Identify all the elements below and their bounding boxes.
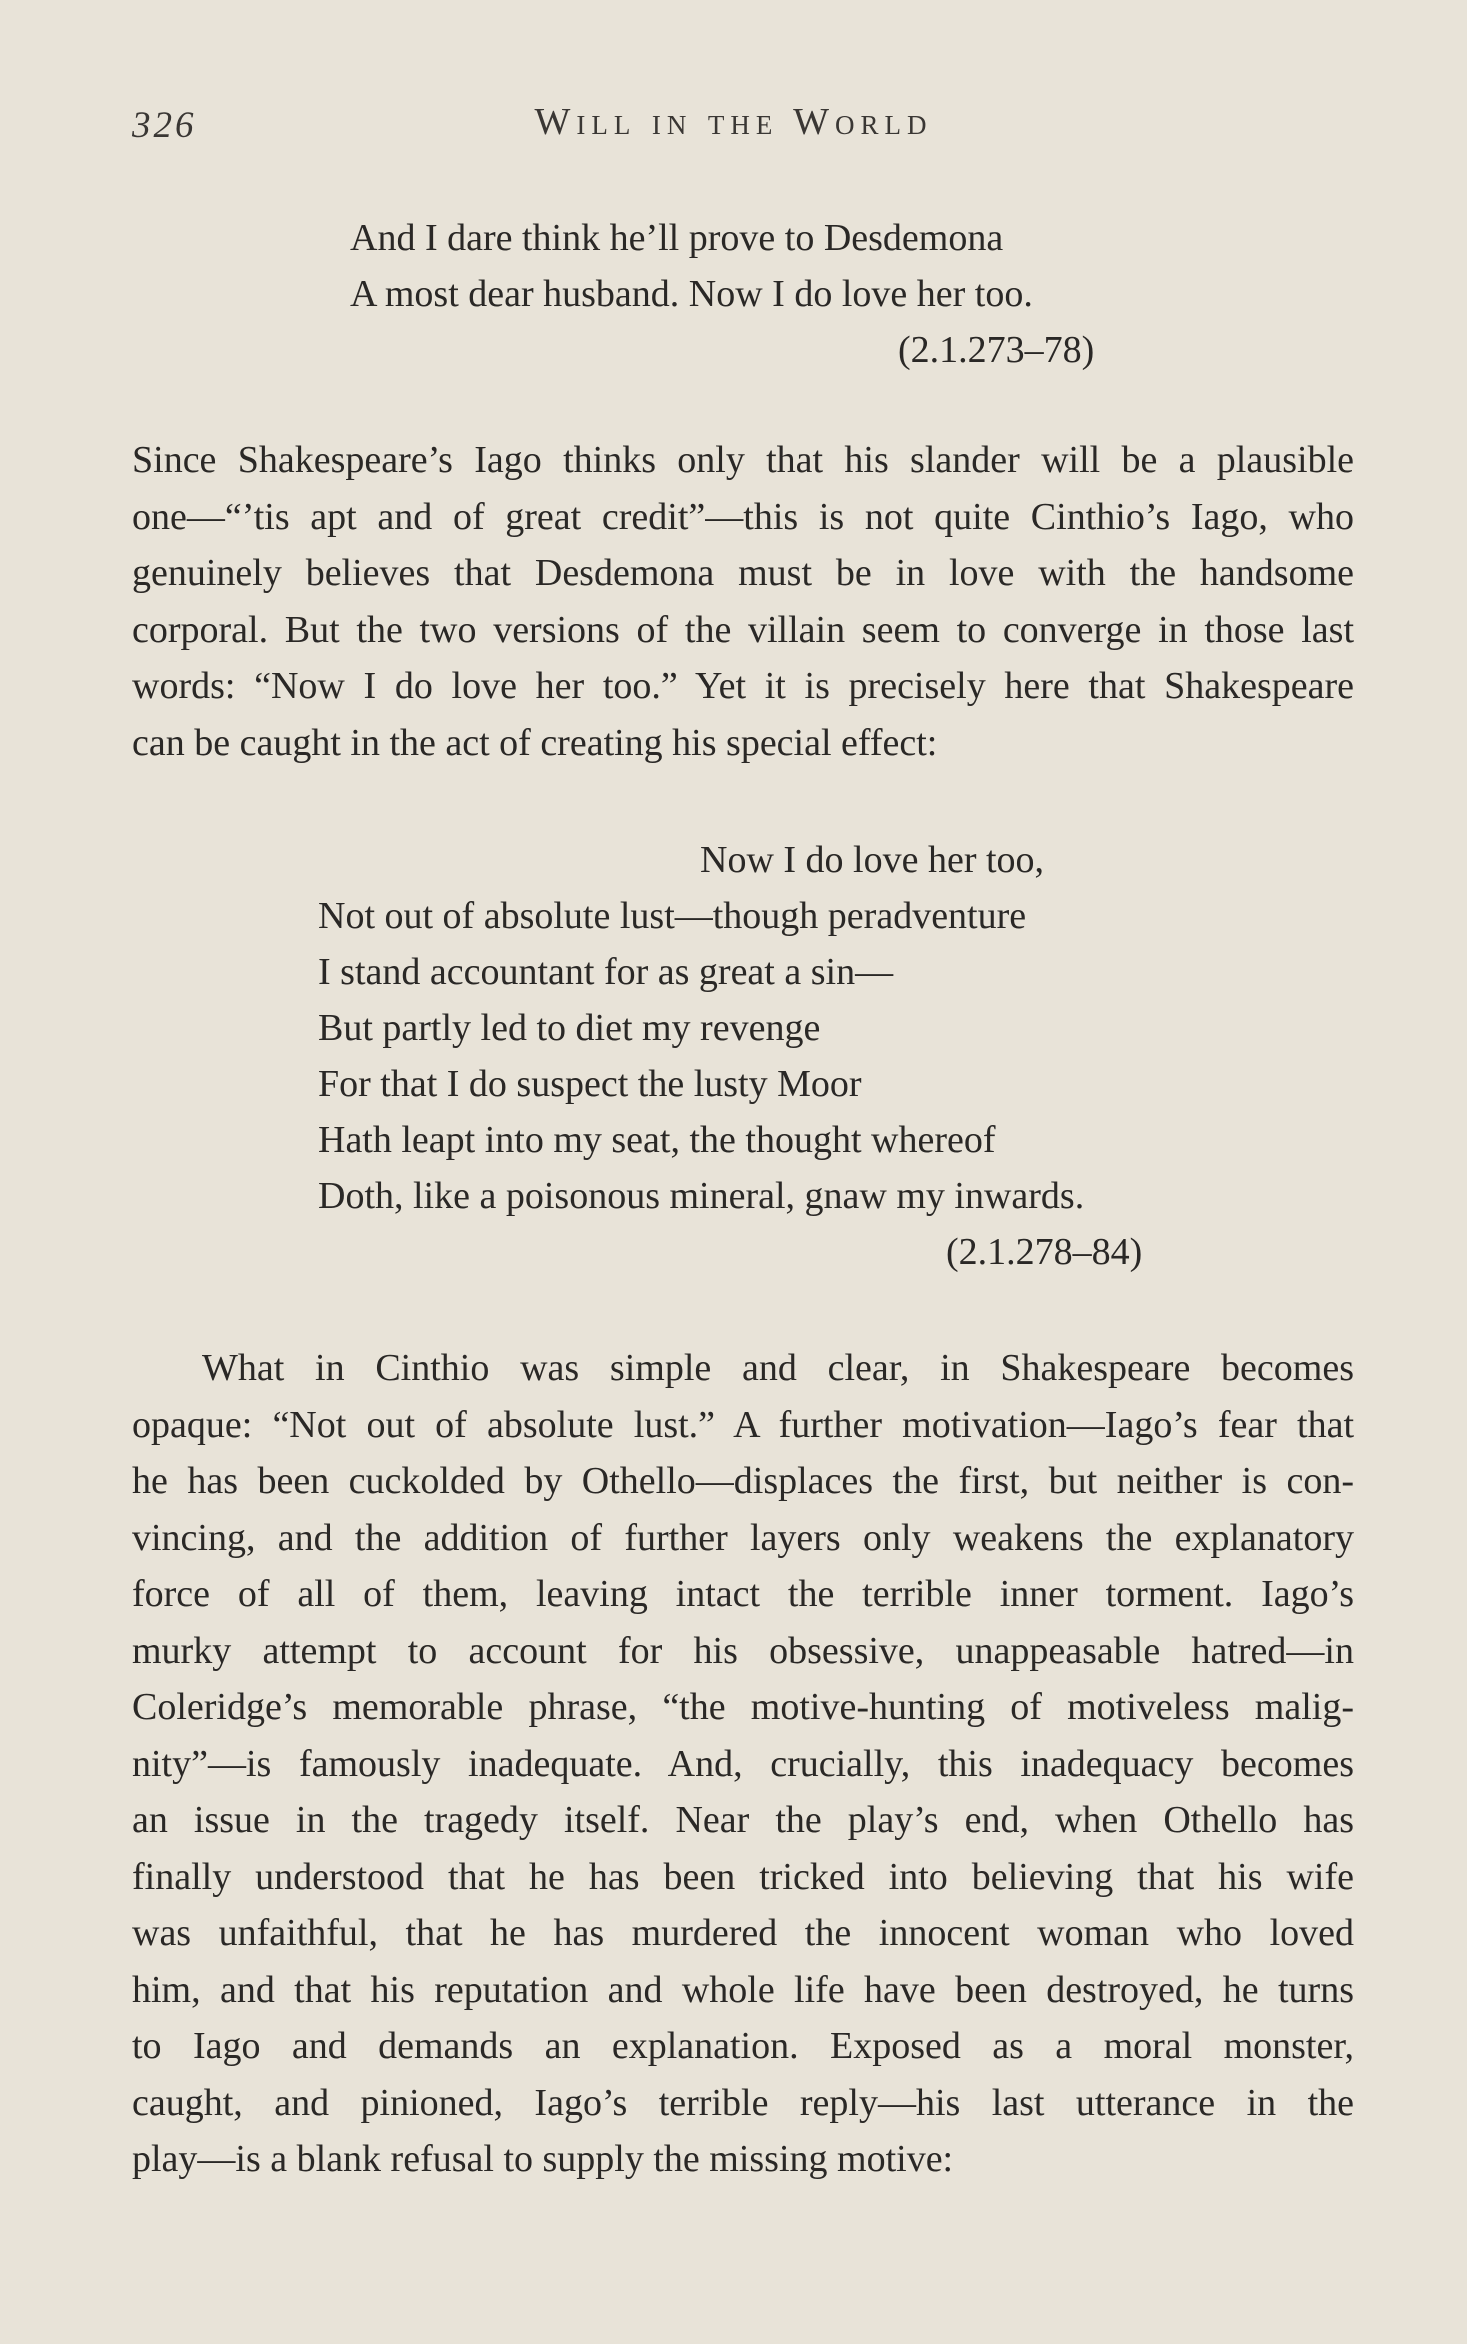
verse-line: But partly led to diet my revenge — [318, 1007, 821, 1049]
text-line: an issue in the tragedy itself. Near the play’s end, when Othello has — [132, 1799, 1354, 1841]
text-line: play—is a blank refusal to supply the missing motive: — [132, 2138, 954, 2180]
verse-citation-2: (2.1.278–84) — [946, 1231, 1143, 1273]
text-line: can be caught in the act of creating his special effect: — [132, 721, 938, 764]
text-line: Since Shakespeare’s Iago thinks only that his slander will be a plausible — [132, 439, 1354, 481]
text-line: Coleridge’s memorable phrase, “the motive-hunting of motiveless malig- — [132, 1686, 1354, 1728]
text-line: he has been cuckolded by Othello—displaces the first, but neither is con- — [132, 1460, 1354, 1502]
text-line: caught, and pinioned, Iago’s terrible reply—his last utterance in the — [132, 2081, 1354, 2124]
page-number: 326 — [132, 105, 197, 146]
text-line: genuinely believes that Desdemona must be in love with the handsome — [132, 552, 1354, 594]
running-title: Will in the World — [534, 101, 933, 143]
verse-line: Now I do love her too, — [700, 839, 1045, 881]
verse-citation-1: (2.1.273–78) — [898, 329, 1095, 371]
verse-line: And I dare think he’ll prove to Desdemona — [350, 217, 1004, 259]
text-line: words: “Now I do love her too.” Yet it is precisely here that Shakespeare — [132, 665, 1354, 707]
verse-line: Doth, like a poisonous mineral, gnaw my inwards. — [318, 1175, 1085, 1217]
verse-line: A most dear husband. Now I do love her too. — [350, 273, 1033, 315]
text-line: What in Cinthio was simple and clear, in Shakespeare becomes — [202, 1347, 1354, 1389]
text-line: was unfaithful, that he has murdered the innocent woman who loved — [132, 1912, 1354, 1954]
verse-excerpt-2 — [318, 832, 1084, 1224]
verse-excerpt-1 — [350, 210, 1033, 322]
text-line: opaque: “Not out of absolute lust.” A further motivation—Iago’s fear that — [132, 1403, 1354, 1446]
text-line: force of all of them, leaving intact the terrible inner torment. Iago’s — [132, 1573, 1354, 1615]
verse-line: I stand accountant for as great a sin— — [318, 951, 894, 993]
text-line: vincing, and the addition of further layers only weakens the explanatory — [132, 1516, 1354, 1559]
verse-line: Not out of absolute lust—though peradventure — [318, 895, 1027, 937]
verse-line: Hath leapt into my seat, the thought whereof — [318, 1119, 996, 1161]
text-line: murky attempt to account for his obsessive, unappeasable hatred—in — [132, 1629, 1354, 1672]
text-line: nity”—is famously inadequate. And, crucially, this inadequacy becomes — [132, 1742, 1354, 1785]
paragraph-1 — [132, 432, 1354, 771]
text-line: finally understood that he has been tricked into believing that his wife — [132, 1855, 1354, 1898]
text-line: him, and that his reputation and whole life have been destroyed, he turns — [132, 1968, 1354, 2011]
paragraph-2 — [132, 1340, 1354, 2188]
text-line: to Iago and demands an explanation. Exposed as a moral monster, — [132, 2025, 1354, 2067]
text-line: corporal. But the two versions of the villain seem to converge in those last — [132, 608, 1354, 651]
verse-line: For that I do suspect the lusty Moor — [318, 1063, 862, 1105]
text-line: one—“’tis apt and of great credit”—this is not quite Cinthio’s Iago, who — [132, 495, 1354, 538]
